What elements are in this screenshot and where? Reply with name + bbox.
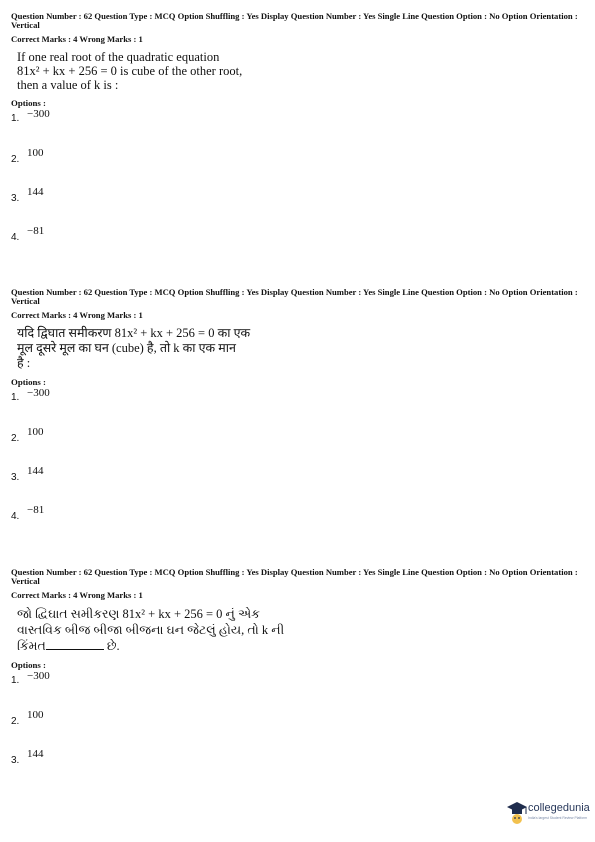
marks-line: Correct Marks : 4 Wrong Marks : 1 [11, 310, 143, 321]
question-word: છે. [106, 639, 120, 654]
option-number: 3. [11, 755, 20, 767]
question-header: Question Number : 62 Question Type : MCQ Option Shuffling : Yes Display Question Number : Yes Single Line Question Option : No Option Orientation : Vertical [11, 567, 580, 587]
option-value: −81 [27, 504, 45, 517]
question-block-gujarati [11, 568, 586, 787]
option-number: 4. [11, 511, 20, 523]
question-word: કિંમત [17, 639, 46, 654]
options-title: Options : [11, 98, 46, 109]
question-block-english [11, 12, 586, 264]
option-1[interactable] [11, 108, 586, 147]
question-line: 81x² + kx + 256 = 0 is cube of the other root, [17, 64, 243, 79]
options-title: Options : [11, 660, 46, 671]
question-line: If one real root of the quadratic equation [17, 50, 220, 65]
options-title: Options : [11, 377, 46, 388]
question-line: વાસ્તવિક બીજ બીજા બીજના ઘન જેટલું હોય, તો k ની [17, 623, 285, 638]
option-value: −300 [27, 670, 50, 683]
option-3[interactable] [11, 465, 586, 504]
question-header: Question Number : 62 Question Type : MCQ Option Shuffling : Yes Display Question Number : Yes Single Line Question Option : No Option Orientation : Vertical [11, 11, 580, 31]
option-value: −81 [27, 225, 45, 238]
option-3[interactable] [11, 748, 586, 787]
question-line: then a value of k is : [17, 78, 119, 93]
graduation-cap-icon [506, 800, 528, 826]
marks-line: Correct Marks : 4 Wrong Marks : 1 [11, 34, 143, 45]
question-header: Question Number : 62 Question Type : MCQ Option Shuffling : Yes Display Question Number : Yes Single Line Question Option : No Option Orientation : Vertical [11, 287, 580, 307]
question-text [11, 326, 586, 371]
option-1[interactable] [11, 387, 586, 426]
option-number: 1. [11, 392, 20, 404]
option-value: 100 [27, 147, 44, 160]
option-value: −300 [27, 387, 50, 400]
option-2[interactable] [11, 709, 586, 748]
option-value: 144 [27, 748, 44, 761]
question-line-with-blank [17, 638, 586, 654]
marks-line: Correct Marks : 4 Wrong Marks : 1 [11, 590, 143, 601]
option-number: 4. [11, 232, 20, 244]
option-3[interactable] [11, 186, 586, 225]
option-number: 1. [11, 113, 20, 125]
option-number: 2. [11, 154, 20, 166]
option-value: −300 [27, 108, 50, 121]
option-value: 100 [27, 426, 44, 439]
question-block-hindi [11, 288, 586, 543]
option-1[interactable] [11, 670, 586, 709]
question-line: मूल दूसरे मूल का घन (cube) है, तो k का एक मान [17, 341, 236, 356]
question-text [11, 50, 586, 92]
option-number: 2. [11, 433, 20, 445]
option-value: 100 [27, 709, 44, 722]
option-2[interactable] [11, 147, 586, 186]
option-2[interactable] [11, 426, 586, 465]
option-number: 3. [11, 193, 20, 205]
question-text [11, 606, 586, 654]
option-value: 144 [27, 186, 44, 199]
option-number: 1. [11, 675, 20, 687]
logo-name: collegedunia [528, 802, 590, 814]
option-number: 3. [11, 472, 20, 484]
option-number: 2. [11, 716, 20, 728]
option-value: 144 [27, 465, 44, 478]
question-line: है : [17, 356, 31, 371]
question-line: यदि द्विघात समीकरण 81x² + kx + 256 = 0 का एक [17, 326, 251, 341]
option-4[interactable] [11, 504, 586, 543]
logo-tagline: India's largest Student Review Platform [528, 816, 588, 820]
collegedunia-logo [506, 800, 592, 828]
option-4[interactable] [11, 225, 586, 264]
answer-blank [46, 640, 104, 650]
question-line: જો દ્વિઘાત સમીકરણ 81x² + kx + 256 = 0 નું એક [17, 607, 261, 622]
